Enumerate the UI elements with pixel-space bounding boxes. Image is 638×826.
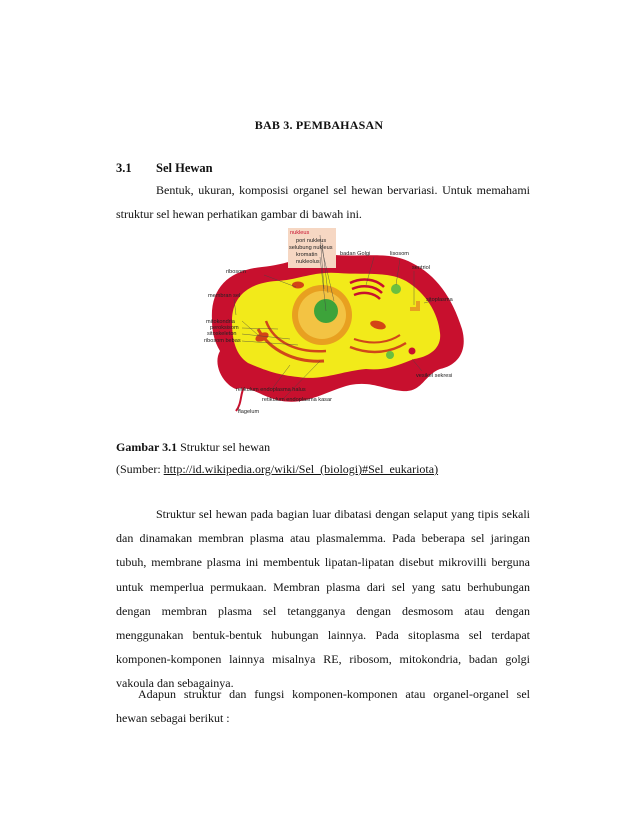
source-link[interactable]: http://id.wikipedia.org/wiki/Sel_(biologi)#Sel_eukariota) [163, 462, 439, 476]
label-peroksisom: peroksisom [210, 325, 239, 331]
chapter-title: BAB 3. PEMBAHASAN [254, 118, 384, 132]
label-badan-golgi: badan Golgi [340, 251, 371, 257]
label-nukleus: nukleus [290, 230, 310, 236]
label-vesikel-sekresi: vesikel sekresi [416, 373, 453, 379]
label-membran-sel: membran sel [208, 293, 241, 299]
label-ribosom-bebas: ribosom bebas [204, 338, 241, 344]
label-sitoplasma: sitoplasma [426, 297, 453, 303]
label-nukleolus: nukleolus [296, 259, 320, 265]
label-mitokondria: mitokondria [206, 319, 235, 325]
label-re-halus: retikulum endoplasma halus [236, 387, 306, 393]
label-lisosom: lisosom [390, 251, 409, 257]
animal-cell-diagram [200, 225, 470, 415]
label-sitoskeleton: sitoskeleton [207, 331, 237, 337]
figure-source [116, 462, 438, 477]
label-pori-nukleus: pori nukleus [296, 238, 327, 244]
animal-cell-figure [200, 225, 470, 415]
intro-paragraph: Bentuk, ukuran, komposisi organel sel hewan bervariasi. Untuk memahami struktur sel hewan perhatikan gambar di bawah ini. [116, 183, 530, 222]
label-selubung-nukleus: selubung nukleus [289, 245, 333, 251]
source-prefix: (Sumber: [116, 462, 164, 476]
figure-caption [116, 440, 270, 455]
body-paragraph-2: Adapun struktur dan fungsi komponen-komponen atau organel-organel sel hewan sebagai berikut : [116, 687, 530, 726]
label-ribosom: ribosom [226, 269, 246, 275]
label-kromatin: kromatin [296, 252, 318, 258]
section-title: Sel Hewan [156, 161, 213, 175]
section-number: 3.1 [116, 161, 132, 175]
body-paragraph-1: Struktur sel hewan pada bagian luar dibatasi dengan selaput yang tipis sekali dan dinamakan membran plasma atau plasmalemma. Pada beberapa sel jaringan tubuh, membrane plasma ini membentuk lipatan-lipatan disebut mikrovilli berguna untuk memperlua permukaan. Membran plasma dari sel yang satu berhubungan dengan membran plasma sel tetangganya dengan desmosom atau dengan menggunakan bentuk-bentuk hubungan lainnya. Pada sitoplasma sel terdapat komponen-komponen lainnya misalnya RE, ribosom, mitokondria, badan golgi vakoula dan sebagainya. [116, 507, 530, 691]
section-heading [116, 161, 213, 176]
caption-text: Struktur sel hewan [177, 440, 271, 454]
caption-label: Gambar 3.1 [116, 440, 178, 454]
label-sentriol: sentriol [412, 265, 431, 271]
label-flagelum: flagelum [238, 409, 260, 415]
label-re-kasar: retikulum endoplasma kasar [262, 397, 332, 403]
